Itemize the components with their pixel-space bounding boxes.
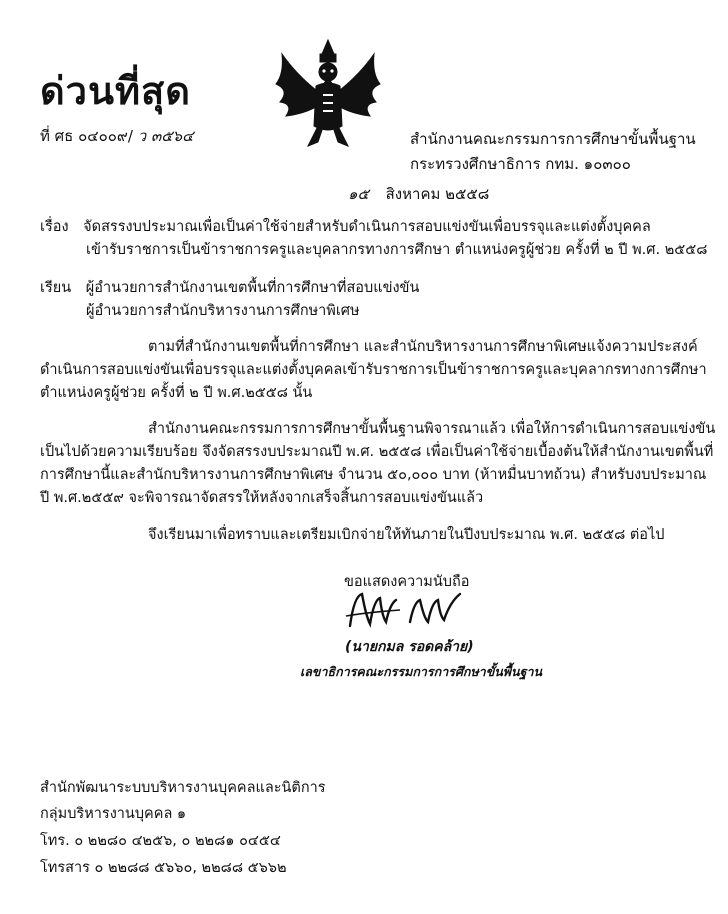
signatory-name: (นายกมล รอดคล้าย): [345, 639, 474, 655]
paragraph-1-line-1: ตามที่สำนักงานเขตพื้นที่การศึกษา และสำนักบริหารงานการศึกษาพิเศษแจ้งความประสงค์: [148, 339, 698, 355]
subject-label: เรื่อง: [40, 219, 69, 235]
letter-date: [348, 182, 489, 206]
closing-phrase: ขอแสดงความนับถือ: [344, 574, 470, 590]
footer-department: สำนักพัฒนาระบบบริหารงานบุคคลและนิติการ: [40, 780, 326, 796]
reference-number: [40, 124, 193, 148]
paragraph-1-line-2: ดำเนินการสอบแข่งขันเพื่อบรรจุและแต่งตั้งบุคคลเข้ารับราชการเป็นข้าราชการครูและบุคลากรทางการศึกษา: [40, 362, 707, 378]
subject-text-1: จัดสรรงบประมาณเพื่อเป็นค่าใช้จ่ายสำหรับดำเนินการสอบแข่งขันเพื่อบรรจุและแต่งตั้งบุคคล: [83, 219, 651, 235]
paragraph-3-line-1: จึงเรียนมาเพื่อทราบและเตรียมเบิกจ่ายให้ทันภายในปีงบประมาณ พ.ศ. ๒๕๕๘ ต่อไป: [148, 527, 665, 543]
paragraph-2-line-3: การศึกษานี้และสำนักบริหารงานการศึกษาพิเศษ จำนวน ๕๐,๐๐๐ บาท (ห้าหมื่นบาทถ้วน) สำหรับงบประมาณ: [40, 467, 707, 483]
issuing-office-address: กระทรวงศึกษาธิการ กทม. ๑๐๓๐๐: [410, 155, 631, 173]
garuda-emblem-icon: [268, 34, 388, 154]
paragraph-1-line-3: ตำแหน่งครูผู้ช่วย ครั้งที่ ๒ ปี พ.ศ.๒๕๕๘ นั้น: [40, 385, 313, 401]
subject-text-2: เข้ารับราชการเป็นข้าราชการครูและบุคลากรทางการศึกษา ตำแหน่งครูผู้ช่วย ครั้งที่ ๒ ปี พ.ศ. ๒๕๕๘: [86, 242, 708, 258]
reference-prefix: ที่ ศธ ๐๔๐๐๙/: [40, 127, 133, 145]
footer-phone: โทร. ๐ ๒๒๘๐ ๔๒๕๖, ๐ ๒๒๘๑ ๐๔๕๔: [40, 833, 281, 849]
footer-fax: โทรสาร ๐ ๒๒๘๘ ๕๖๖๐, ๒๒๘๘ ๕๖๖๒: [40, 860, 287, 876]
urgent-heading: ด่วนที่สุด: [40, 69, 191, 113]
footer-group: กลุ่มบริหารงานบุคคล ๑: [40, 806, 187, 822]
signatory-position: เลขาธิการคณะกรรมการการศึกษาขั้นพื้นฐาน: [300, 664, 543, 679]
recipient-label: เรียน: [40, 280, 72, 296]
recipient-text-2: ผู้อำนวยการสำนักบริหารงานการศึกษาพิเศษ: [86, 303, 360, 319]
recipient-text-1: ผู้อำนวยการสำนักงานเขตพื้นที่การศึกษาที่สอบแข่งขัน: [85, 280, 420, 296]
handwritten-signature-icon: [340, 586, 470, 636]
date-month-year: สิงหาคม ๒๕๕๘: [385, 185, 490, 203]
date-day: ๑๕: [348, 185, 369, 203]
subject-line-1: [40, 215, 651, 238]
paragraph-2-line-2: เป็นไปด้วยความเรียบร้อย จึงจัดสรรงบประมาณปี พ.ศ. ๒๕๕๘ เพื่อเป็นค่าใช้จ่ายเบื้องต้นให้สำนักงานเขตพื้นที่: [40, 444, 714, 460]
issuing-office: สำนักงานคณะกรรมการการศึกษาขั้นพื้นฐาน: [410, 130, 696, 148]
reference-handwritten-number: ว ๓๕๖๔: [137, 127, 194, 145]
paragraph-2-line-4: ปี พ.ศ.๒๕๕๙ จะพิจารณาจัดสรรให้หลังจากเสร็จสิ้นการสอบแข่งขันแล้ว: [40, 490, 484, 506]
recipient-line-1: [40, 276, 419, 299]
paragraph-2-line-1: สำนักงานคณะกรรมการการศึกษาขั้นพื้นฐานพิจารณาแล้ว เพื่อให้การดำเนินการสอบแข่งขัน: [148, 421, 716, 437]
